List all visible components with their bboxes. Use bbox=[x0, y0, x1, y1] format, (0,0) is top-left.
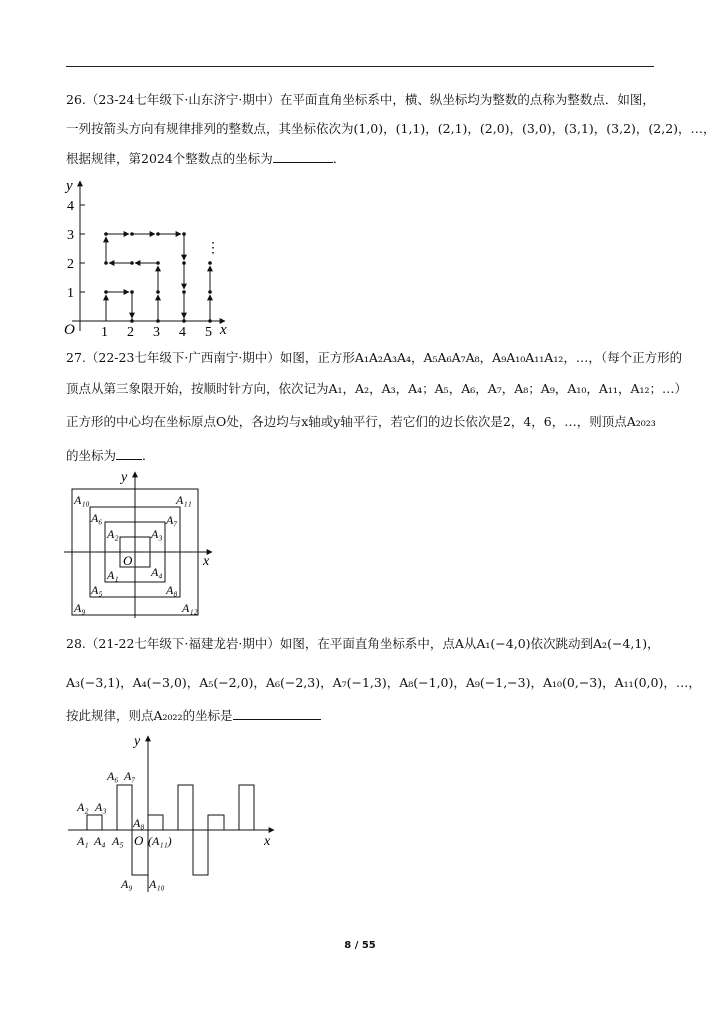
q28-line-1: 28.（21-22七年级下·福建龙岩·期中）如图，在平面直角坐标系中，点A从A₁(−4,0)依次跳动到A₂(−4,1)， bbox=[66, 636, 660, 651]
q28-label-a10: A₁₀ bbox=[149, 877, 165, 891]
q27-label-a7: A₇ bbox=[166, 513, 178, 527]
q27-label-a11: A₁₁ bbox=[176, 493, 192, 507]
q27-label-a8: A₈ bbox=[166, 583, 178, 597]
q26-x-tick: 2 bbox=[127, 325, 134, 340]
q28-answer-blank bbox=[233, 708, 321, 720]
q27-figure bbox=[60, 466, 220, 620]
q26-x-tick: 1 bbox=[101, 325, 108, 340]
q27-label-a6: A₆ bbox=[91, 511, 103, 525]
q27-origin: O bbox=[123, 553, 133, 568]
q26-x-tick: 3 bbox=[153, 325, 160, 340]
q26-figure bbox=[60, 176, 240, 341]
q26-y-label: y bbox=[66, 178, 73, 194]
q27-line-4-text: 的坐标为 bbox=[66, 448, 117, 463]
q27-line-4-end: ． bbox=[142, 448, 155, 463]
q28-y-label: y bbox=[134, 734, 141, 749]
q28-label-a7: A₇ bbox=[124, 769, 136, 783]
q26-origin: O bbox=[64, 322, 75, 338]
q27-label-a10: A₁₀ bbox=[74, 493, 90, 507]
q28-label-a6: A₆ bbox=[107, 769, 119, 783]
q26-y-tick: 2 bbox=[67, 257, 74, 272]
q28-line-3 bbox=[66, 708, 321, 724]
q28-label-a9: A₉ bbox=[121, 877, 133, 891]
header-rule bbox=[66, 66, 654, 67]
q27-label-a9: A₉ bbox=[74, 601, 86, 615]
q26-continuation-dots: ⋮ bbox=[206, 241, 220, 256]
q26-line-1: 26.（23-24七年级下·山东济宁·期中）在平面直角坐标系中，横、纵坐标均为整数的点称为整数点．如图， bbox=[66, 92, 655, 107]
q28-figure bbox=[60, 730, 282, 900]
q27-answer-blank bbox=[116, 448, 142, 460]
q27-line-3: 正方形的中心均在坐标原点O处，各边均与x轴或y轴平行，若它们的边长依次是2，4，6，…，则顶点A₂₀₂₃ bbox=[66, 414, 656, 429]
q27-label-a4: A₄ bbox=[151, 565, 163, 579]
q27-x-label: x bbox=[203, 554, 210, 569]
q27-label-a5: A₅ bbox=[91, 583, 103, 597]
q26-x-tick: 5 bbox=[205, 325, 212, 340]
q28-jump-path bbox=[87, 785, 254, 875]
q28-line-2: A₃(−3,1)，A₄(−3,0)，A₅(−2,0)，A₆(−2,3)，A₇(−1,3)，A₈(−1,0)，A₉(−1,−3)，A₁₀(0,−3)，A₁₁(0,0)，…， bbox=[66, 675, 701, 690]
q27-label-a3: A₃ bbox=[151, 527, 163, 541]
q26-x-tick: 4 bbox=[179, 325, 186, 340]
q28-line-3-text: 按此规律，则点A₂₀₂₂的坐标是 bbox=[66, 708, 233, 723]
q26-y-ticks bbox=[67, 199, 85, 301]
q28-label-a1: A₁ bbox=[77, 834, 89, 848]
q28-a11-label: (A₁₁) bbox=[148, 834, 172, 848]
q26-y-tick: 1 bbox=[67, 286, 74, 301]
q28-x-label: x bbox=[264, 834, 271, 849]
q28-label-a2: A₂ bbox=[77, 800, 89, 814]
q27-line-2: 顶点从第三象限开始，按顺时针方向，依次记为A₁，A₂，A₃，A₄；A₅，A₆，A₇，A₈；A₉，A₁₀，A₁₁，A₁₂；…） bbox=[66, 381, 687, 396]
q26-x-label: x bbox=[220, 322, 227, 338]
q26-answer-blank bbox=[273, 151, 333, 163]
q28-label-a3: A₃ bbox=[95, 800, 107, 814]
q28-origin: O bbox=[134, 833, 144, 848]
q27-label-a12: A₁₂ bbox=[182, 601, 198, 615]
q26-y-tick: 3 bbox=[67, 228, 74, 243]
q27-line-4 bbox=[66, 448, 155, 464]
q26-line-2: 一列按箭头方向有规律排列的整数点，其坐标依次为(1,0)，(1,1)，(2,1)，(2,0)，(3,0)，(3,1)，(3,2)，(2,2)，…， bbox=[66, 121, 716, 136]
q26-line-3-end: ． bbox=[332, 151, 346, 166]
page-number: 8 / 55 bbox=[344, 940, 376, 951]
q26-line-3-text: 根据规律，第2024个整数点的坐标为 bbox=[66, 151, 273, 166]
q27-y-label: y bbox=[121, 470, 128, 485]
q27-label-a2: A₂ bbox=[107, 527, 119, 541]
q27-label-a1: A₁ bbox=[107, 568, 119, 582]
q28-label-a5: A₅ bbox=[112, 834, 124, 848]
q26-y-tick: 4 bbox=[67, 199, 74, 214]
q28-label-a4: A₄ bbox=[94, 834, 106, 848]
q27-line-1: 27.（22-23七年级下·广西南宁·期中）如图，正方形A₁A₂A₃A₄，A₅A₆A₇A₈，A₉A₁₀A₁₁A₁₂，…，（每个正方形的 bbox=[66, 350, 683, 365]
q26-line-3 bbox=[66, 151, 345, 167]
q28-label-a8: A₈ bbox=[133, 816, 145, 830]
q26-arrow-path bbox=[106, 234, 210, 321]
